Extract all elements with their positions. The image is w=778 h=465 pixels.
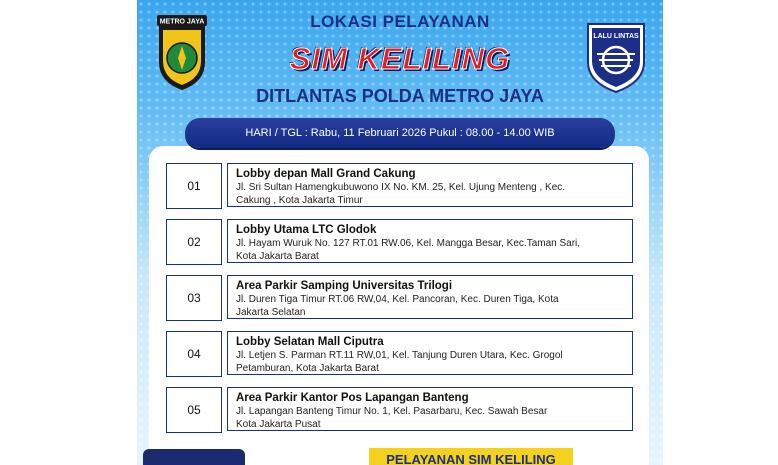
location-details [227,275,633,319]
location-name: Lobby Selatan Mall Ciputra [236,336,384,348]
location-number: 01 [166,163,222,209]
location-address-line1: Jl. Sri Sultan Hamengkubuwono IX No. KM. 25, Kel. Ujung Menteng , Kec. [236,182,566,193]
location-details [227,219,633,263]
header-title: LOKASI PELAYANAN [310,12,490,31]
location-name: Lobby Utama LTC Glodok [236,224,377,236]
svg-text:METRO JAYA: METRO JAYA [159,18,205,26]
list-item [166,331,646,377]
location-details [227,387,633,431]
location-address-line2: Petamburan, Kota Jakarta Barat [236,363,379,374]
location-name: Area Parkir Samping Universitas Trilogi [236,280,453,292]
location-address-line1: Jl. Hayam Wuruk No. 127 RT.01 RW.06, Kel. Mangga Besar, Kec.Taman Sari, [236,238,581,249]
location-details [227,163,633,207]
header-main-title: SIM KELILING [289,41,511,76]
location-address-line1: Jl. Lapangan Banteng Timur No. 1, Kel. Pasarbaru, Kec. Sawah Besar [236,406,548,417]
footer-banner: PELAYANAN SIM KELILING [369,448,573,465]
location-address-line1: Jl. Duren Tiga Timur RT.06 RW,04, Kel. Pancoran, Kec. Duren Tiga, Kota [236,294,559,305]
location-address-line2: Kota Jakarta Pusat [236,419,321,430]
locations-card [149,146,649,465]
list-item [166,275,646,321]
svg-text:LALU LINTAS: LALU LINTAS [593,33,639,40]
location-number: 04 [166,331,222,377]
location-details [227,331,633,375]
location-number: 02 [166,219,222,265]
list-item [166,219,646,265]
poster [137,0,663,465]
location-address-line2: Kota Jakarta Barat [236,251,319,262]
header-subtitle: DITLANTAS POLDA METRO JAYA [256,86,544,106]
bus-icon [143,449,245,465]
list-item [166,387,646,433]
location-name: Area Parkir Kantor Pos Lapangan Banteng [236,392,469,404]
location-address-line1: Jl. Letjen S. Parman RT.11 RW,01, Kel. Tanjung Duren Utara, Kec. Grogol [236,350,563,361]
schedule-bar: HARI / TGL : Rabu, 11 Februari 2026 Pukul : 08.00 - 14.00 WIB [185,118,615,148]
location-address-line2: Cakung , Kota Jakarta Timur [236,195,363,206]
location-number: 03 [166,275,222,321]
location-name: Lobby depan Mall Grand Cakung [236,168,416,180]
location-number: 05 [166,387,222,433]
location-address-line2: Jakarta Selatan [236,307,306,318]
list-item [166,163,646,209]
